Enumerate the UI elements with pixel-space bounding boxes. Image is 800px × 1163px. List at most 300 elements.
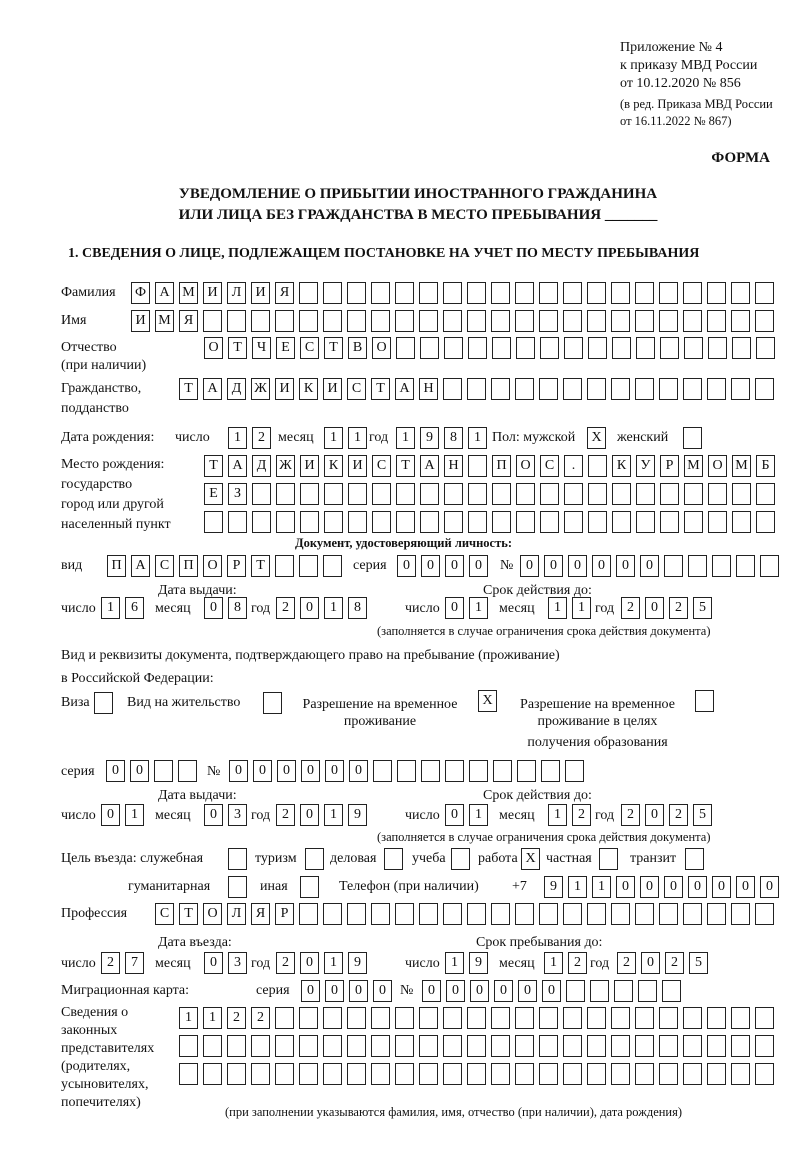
char-cell[interactable] bbox=[443, 1035, 462, 1057]
char-cell[interactable] bbox=[251, 1063, 270, 1085]
char-cell[interactable]: А bbox=[420, 455, 439, 477]
char-cell[interactable] bbox=[491, 1063, 510, 1085]
char-cell[interactable] bbox=[659, 310, 678, 332]
char-cell[interactable]: 3 bbox=[228, 952, 247, 974]
id-series-field[interactable] bbox=[397, 555, 488, 577]
char-cell[interactable] bbox=[708, 511, 727, 533]
char-cell[interactable] bbox=[492, 511, 511, 533]
char-cell[interactable]: 2 bbox=[252, 427, 271, 449]
char-cell[interactable] bbox=[587, 282, 606, 304]
char-cell[interactable]: 1 bbox=[469, 804, 488, 826]
char-cell[interactable] bbox=[178, 760, 197, 782]
char-cell[interactable] bbox=[468, 337, 487, 359]
char-cell[interactable] bbox=[395, 282, 414, 304]
char-cell[interactable]: 2 bbox=[617, 952, 636, 974]
char-cell[interactable]: Ж bbox=[251, 378, 270, 400]
char-cell[interactable] bbox=[590, 980, 609, 1002]
char-cell[interactable] bbox=[420, 337, 439, 359]
pob-field-row-2[interactable] bbox=[204, 483, 775, 505]
char-cell[interactable]: 1 bbox=[548, 804, 567, 826]
stay-number-field[interactable] bbox=[229, 760, 584, 782]
char-cell[interactable]: 1 bbox=[125, 804, 144, 826]
char-cell[interactable]: 0 bbox=[616, 555, 635, 577]
stay-issue-month-field[interactable] bbox=[204, 804, 247, 826]
char-cell[interactable] bbox=[348, 483, 367, 505]
char-cell[interactable] bbox=[564, 337, 583, 359]
char-cell[interactable]: 1 bbox=[324, 804, 343, 826]
char-cell[interactable] bbox=[736, 555, 755, 577]
char-cell[interactable] bbox=[540, 337, 559, 359]
char-cell[interactable]: 0 bbox=[300, 597, 319, 619]
char-cell[interactable] bbox=[707, 378, 726, 400]
char-cell[interactable] bbox=[263, 692, 282, 714]
char-cell[interactable]: 0 bbox=[204, 804, 223, 826]
migration-number-field[interactable] bbox=[422, 980, 681, 1002]
char-cell[interactable] bbox=[396, 511, 415, 533]
char-cell[interactable] bbox=[755, 310, 774, 332]
char-cell[interactable] bbox=[731, 903, 750, 925]
char-cell[interactable]: И bbox=[251, 282, 270, 304]
char-cell[interactable] bbox=[300, 483, 319, 505]
char-cell[interactable] bbox=[420, 483, 439, 505]
char-cell[interactable]: 2 bbox=[276, 804, 295, 826]
purpose-other-checkbox[interactable] bbox=[300, 876, 319, 898]
char-cell[interactable] bbox=[659, 1063, 678, 1085]
char-cell[interactable] bbox=[662, 980, 681, 1002]
name-field[interactable] bbox=[131, 310, 774, 332]
char-cell[interactable] bbox=[614, 980, 633, 1002]
char-cell[interactable]: 0 bbox=[106, 760, 125, 782]
dob-year-field[interactable] bbox=[396, 427, 487, 449]
char-cell[interactable]: И bbox=[131, 310, 150, 332]
stay-series-field[interactable] bbox=[106, 760, 197, 782]
char-cell[interactable]: 0 bbox=[446, 980, 465, 1002]
char-cell[interactable]: 1 bbox=[228, 427, 247, 449]
char-cell[interactable] bbox=[707, 1035, 726, 1057]
char-cell[interactable] bbox=[299, 1063, 318, 1085]
char-cell[interactable]: 0 bbox=[469, 555, 488, 577]
char-cell[interactable] bbox=[635, 1035, 654, 1057]
char-cell[interactable] bbox=[300, 511, 319, 533]
char-cell[interactable] bbox=[491, 903, 510, 925]
char-cell[interactable] bbox=[565, 760, 584, 782]
char-cell[interactable]: Я bbox=[179, 310, 198, 332]
char-cell[interactable]: О bbox=[203, 555, 222, 577]
char-cell[interactable] bbox=[371, 282, 390, 304]
char-cell[interactable] bbox=[492, 483, 511, 505]
char-cell[interactable]: О bbox=[516, 455, 535, 477]
char-cell[interactable] bbox=[371, 310, 390, 332]
char-cell[interactable] bbox=[611, 310, 630, 332]
char-cell[interactable]: 0 bbox=[568, 555, 587, 577]
char-cell[interactable]: К bbox=[612, 455, 631, 477]
char-cell[interactable] bbox=[731, 310, 750, 332]
char-cell[interactable] bbox=[635, 378, 654, 400]
char-cell[interactable] bbox=[228, 848, 247, 870]
char-cell[interactable]: 1 bbox=[592, 876, 611, 898]
char-cell[interactable] bbox=[515, 310, 534, 332]
char-cell[interactable] bbox=[683, 1035, 702, 1057]
char-cell[interactable] bbox=[276, 511, 295, 533]
char-cell[interactable]: 9 bbox=[348, 804, 367, 826]
char-cell[interactable] bbox=[275, 1035, 294, 1057]
purpose-work-checkbox[interactable] bbox=[521, 848, 540, 870]
char-cell[interactable] bbox=[445, 760, 464, 782]
char-cell[interactable] bbox=[347, 282, 366, 304]
char-cell[interactable]: И bbox=[275, 378, 294, 400]
char-cell[interactable] bbox=[588, 483, 607, 505]
char-cell[interactable] bbox=[443, 1063, 462, 1085]
char-cell[interactable] bbox=[611, 378, 630, 400]
char-cell[interactable] bbox=[419, 1063, 438, 1085]
char-cell[interactable] bbox=[707, 282, 726, 304]
char-cell[interactable] bbox=[94, 692, 113, 714]
char-cell[interactable] bbox=[179, 1063, 198, 1085]
char-cell[interactable] bbox=[515, 1063, 534, 1085]
char-cell[interactable] bbox=[612, 337, 631, 359]
char-cell[interactable] bbox=[419, 1035, 438, 1057]
temp-residence-checkbox[interactable] bbox=[478, 690, 497, 712]
char-cell[interactable] bbox=[252, 483, 271, 505]
char-cell[interactable] bbox=[612, 483, 631, 505]
char-cell[interactable]: 0 bbox=[736, 876, 755, 898]
char-cell[interactable] bbox=[276, 483, 295, 505]
char-cell[interactable]: М bbox=[179, 282, 198, 304]
char-cell[interactable] bbox=[539, 1063, 558, 1085]
char-cell[interactable]: 0 bbox=[325, 980, 344, 1002]
char-cell[interactable] bbox=[467, 1063, 486, 1085]
representatives-row-1[interactable] bbox=[179, 1007, 774, 1029]
char-cell[interactable]: 2 bbox=[276, 952, 295, 974]
char-cell[interactable]: Ф bbox=[131, 282, 150, 304]
char-cell[interactable]: 1 bbox=[324, 952, 343, 974]
profession-field[interactable] bbox=[155, 903, 774, 925]
char-cell[interactable] bbox=[564, 511, 583, 533]
char-cell[interactable] bbox=[384, 848, 403, 870]
char-cell[interactable] bbox=[228, 511, 247, 533]
char-cell[interactable] bbox=[228, 876, 247, 898]
char-cell[interactable]: 1 bbox=[203, 1007, 222, 1029]
char-cell[interactable] bbox=[612, 511, 631, 533]
char-cell[interactable] bbox=[659, 282, 678, 304]
purpose-business-checkbox[interactable] bbox=[384, 848, 403, 870]
char-cell[interactable] bbox=[683, 1007, 702, 1029]
char-cell[interactable] bbox=[588, 511, 607, 533]
char-cell[interactable] bbox=[587, 378, 606, 400]
char-cell[interactable] bbox=[373, 760, 392, 782]
char-cell[interactable]: 0 bbox=[373, 980, 392, 1002]
char-cell[interactable] bbox=[731, 282, 750, 304]
purpose-transit-checkbox[interactable] bbox=[685, 848, 704, 870]
stay-issue-year-field[interactable] bbox=[276, 804, 367, 826]
char-cell[interactable] bbox=[299, 310, 318, 332]
char-cell[interactable]: 0 bbox=[445, 597, 464, 619]
char-cell[interactable] bbox=[515, 282, 534, 304]
char-cell[interactable] bbox=[539, 378, 558, 400]
pob-field-row-3[interactable] bbox=[204, 511, 775, 533]
char-cell[interactable]: М bbox=[732, 455, 751, 477]
char-cell[interactable]: С bbox=[347, 378, 366, 400]
char-cell[interactable]: Т bbox=[228, 337, 247, 359]
char-cell[interactable] bbox=[299, 1007, 318, 1029]
entry-month-field[interactable] bbox=[204, 952, 247, 974]
char-cell[interactable] bbox=[395, 1063, 414, 1085]
char-cell[interactable] bbox=[516, 511, 535, 533]
char-cell[interactable] bbox=[587, 310, 606, 332]
char-cell[interactable] bbox=[695, 690, 714, 712]
char-cell[interactable] bbox=[756, 337, 775, 359]
char-cell[interactable] bbox=[731, 1007, 750, 1029]
char-cell[interactable]: Т bbox=[251, 555, 270, 577]
char-cell[interactable]: 0 bbox=[640, 876, 659, 898]
char-cell[interactable] bbox=[755, 378, 774, 400]
char-cell[interactable]: Ч bbox=[252, 337, 271, 359]
char-cell[interactable]: Т bbox=[396, 455, 415, 477]
char-cell[interactable] bbox=[660, 511, 679, 533]
char-cell[interactable] bbox=[515, 1035, 534, 1057]
char-cell[interactable]: X bbox=[478, 690, 497, 712]
char-cell[interactable]: 1 bbox=[445, 952, 464, 974]
char-cell[interactable] bbox=[708, 483, 727, 505]
char-cell[interactable] bbox=[707, 310, 726, 332]
char-cell[interactable] bbox=[539, 1007, 558, 1029]
char-cell[interactable]: Д bbox=[227, 378, 246, 400]
char-cell[interactable] bbox=[348, 511, 367, 533]
char-cell[interactable] bbox=[755, 1063, 774, 1085]
char-cell[interactable] bbox=[638, 980, 657, 1002]
char-cell[interactable] bbox=[611, 903, 630, 925]
char-cell[interactable] bbox=[683, 310, 702, 332]
visa-checkbox[interactable] bbox=[94, 692, 113, 714]
char-cell[interactable] bbox=[347, 903, 366, 925]
char-cell[interactable] bbox=[539, 903, 558, 925]
char-cell[interactable] bbox=[756, 483, 775, 505]
char-cell[interactable]: С bbox=[155, 903, 174, 925]
char-cell[interactable]: 1 bbox=[568, 876, 587, 898]
char-cell[interactable] bbox=[467, 1007, 486, 1029]
char-cell[interactable] bbox=[419, 903, 438, 925]
char-cell[interactable] bbox=[683, 903, 702, 925]
char-cell[interactable] bbox=[760, 555, 779, 577]
sex-female-checkbox[interactable] bbox=[683, 427, 702, 449]
char-cell[interactable] bbox=[421, 760, 440, 782]
char-cell[interactable]: 0 bbox=[518, 980, 537, 1002]
phone-field[interactable] bbox=[544, 876, 779, 898]
char-cell[interactable] bbox=[395, 903, 414, 925]
char-cell[interactable]: 0 bbox=[300, 804, 319, 826]
representatives-row-2[interactable] bbox=[179, 1035, 774, 1057]
char-cell[interactable]: 0 bbox=[544, 555, 563, 577]
char-cell[interactable] bbox=[323, 1063, 342, 1085]
char-cell[interactable] bbox=[372, 483, 391, 505]
citizenship-field[interactable] bbox=[179, 378, 774, 400]
char-cell[interactable]: Д bbox=[252, 455, 271, 477]
char-cell[interactable]: Е bbox=[204, 483, 223, 505]
char-cell[interactable] bbox=[660, 483, 679, 505]
char-cell[interactable]: 0 bbox=[421, 555, 440, 577]
char-cell[interactable] bbox=[467, 903, 486, 925]
char-cell[interactable]: 0 bbox=[760, 876, 779, 898]
char-cell[interactable]: 5 bbox=[693, 804, 712, 826]
char-cell[interactable]: 0 bbox=[277, 760, 296, 782]
id-number-field[interactable] bbox=[520, 555, 779, 577]
char-cell[interactable] bbox=[305, 848, 324, 870]
stay-year-field[interactable] bbox=[617, 952, 708, 974]
char-cell[interactable] bbox=[732, 337, 751, 359]
char-cell[interactable]: Н bbox=[444, 455, 463, 477]
char-cell[interactable]: 0 bbox=[204, 952, 223, 974]
char-cell[interactable] bbox=[324, 511, 343, 533]
char-cell[interactable] bbox=[396, 337, 415, 359]
char-cell[interactable] bbox=[563, 1035, 582, 1057]
char-cell[interactable] bbox=[468, 511, 487, 533]
char-cell[interactable] bbox=[491, 310, 510, 332]
char-cell[interactable] bbox=[299, 903, 318, 925]
char-cell[interactable] bbox=[275, 555, 294, 577]
edu-residence-checkbox[interactable] bbox=[695, 690, 714, 712]
char-cell[interactable] bbox=[323, 1007, 342, 1029]
char-cell[interactable]: П bbox=[492, 455, 511, 477]
char-cell[interactable]: 9 bbox=[348, 952, 367, 974]
char-cell[interactable] bbox=[395, 310, 414, 332]
char-cell[interactable]: 1 bbox=[396, 427, 415, 449]
char-cell[interactable] bbox=[707, 1007, 726, 1029]
char-cell[interactable] bbox=[323, 555, 342, 577]
char-cell[interactable]: А bbox=[203, 378, 222, 400]
char-cell[interactable] bbox=[275, 310, 294, 332]
char-cell[interactable]: М bbox=[155, 310, 174, 332]
stay-issue-day-field[interactable] bbox=[101, 804, 144, 826]
char-cell[interactable]: С bbox=[300, 337, 319, 359]
char-cell[interactable] bbox=[251, 1035, 270, 1057]
char-cell[interactable] bbox=[467, 282, 486, 304]
char-cell[interactable] bbox=[611, 1035, 630, 1057]
id-valid-year-field[interactable] bbox=[621, 597, 712, 619]
char-cell[interactable]: 1 bbox=[469, 597, 488, 619]
char-cell[interactable] bbox=[587, 1007, 606, 1029]
char-cell[interactable] bbox=[493, 760, 512, 782]
char-cell[interactable]: П bbox=[107, 555, 126, 577]
stay-month-field[interactable] bbox=[544, 952, 587, 974]
char-cell[interactable]: Б bbox=[756, 455, 775, 477]
char-cell[interactable]: И bbox=[323, 378, 342, 400]
char-cell[interactable] bbox=[419, 310, 438, 332]
char-cell[interactable]: 1 bbox=[324, 427, 343, 449]
char-cell[interactable]: 0 bbox=[445, 804, 464, 826]
purpose-humanitarian-checkbox[interactable] bbox=[228, 876, 247, 898]
char-cell[interactable]: 9 bbox=[469, 952, 488, 974]
char-cell[interactable]: Т bbox=[324, 337, 343, 359]
sex-male-checkbox[interactable] bbox=[587, 427, 606, 449]
pob-field-row-1[interactable] bbox=[204, 455, 775, 477]
char-cell[interactable] bbox=[540, 511, 559, 533]
char-cell[interactable] bbox=[443, 310, 462, 332]
char-cell[interactable] bbox=[492, 337, 511, 359]
char-cell[interactable] bbox=[451, 848, 470, 870]
char-cell[interactable]: 7 bbox=[125, 952, 144, 974]
char-cell[interactable]: Л bbox=[227, 282, 246, 304]
char-cell[interactable] bbox=[516, 483, 535, 505]
char-cell[interactable]: 0 bbox=[470, 980, 489, 1002]
char-cell[interactable]: Т bbox=[179, 378, 198, 400]
char-cell[interactable] bbox=[491, 282, 510, 304]
char-cell[interactable] bbox=[323, 310, 342, 332]
char-cell[interactable] bbox=[371, 1063, 390, 1085]
char-cell[interactable]: Р bbox=[660, 455, 679, 477]
char-cell[interactable] bbox=[468, 455, 487, 477]
char-cell[interactable] bbox=[541, 760, 560, 782]
char-cell[interactable] bbox=[635, 903, 654, 925]
char-cell[interactable] bbox=[732, 483, 751, 505]
char-cell[interactable]: О bbox=[708, 455, 727, 477]
char-cell[interactable]: И bbox=[300, 455, 319, 477]
char-cell[interactable]: 0 bbox=[300, 952, 319, 974]
char-cell[interactable] bbox=[755, 903, 774, 925]
char-cell[interactable] bbox=[252, 511, 271, 533]
char-cell[interactable] bbox=[755, 1007, 774, 1029]
char-cell[interactable]: X bbox=[587, 427, 606, 449]
char-cell[interactable] bbox=[372, 511, 391, 533]
char-cell[interactable]: 0 bbox=[645, 804, 664, 826]
char-cell[interactable] bbox=[467, 310, 486, 332]
char-cell[interactable]: Е bbox=[276, 337, 295, 359]
char-cell[interactable] bbox=[635, 310, 654, 332]
char-cell[interactable]: 0 bbox=[130, 760, 149, 782]
char-cell[interactable]: 0 bbox=[204, 597, 223, 619]
char-cell[interactable] bbox=[227, 1035, 246, 1057]
char-cell[interactable]: И bbox=[348, 455, 367, 477]
char-cell[interactable]: 0 bbox=[688, 876, 707, 898]
id-issue-year-field[interactable] bbox=[276, 597, 367, 619]
char-cell[interactable] bbox=[444, 483, 463, 505]
char-cell[interactable] bbox=[707, 903, 726, 925]
char-cell[interactable]: 1 bbox=[544, 952, 563, 974]
char-cell[interactable]: 2 bbox=[101, 952, 120, 974]
char-cell[interactable]: 9 bbox=[420, 427, 439, 449]
id-issue-day-field[interactable] bbox=[101, 597, 144, 619]
id-type-field[interactable] bbox=[107, 555, 342, 577]
char-cell[interactable] bbox=[419, 282, 438, 304]
char-cell[interactable]: А bbox=[228, 455, 247, 477]
char-cell[interactable] bbox=[599, 848, 618, 870]
char-cell[interactable]: 1 bbox=[324, 597, 343, 619]
char-cell[interactable]: 0 bbox=[349, 980, 368, 1002]
char-cell[interactable] bbox=[563, 1007, 582, 1029]
char-cell[interactable] bbox=[683, 378, 702, 400]
char-cell[interactable]: 0 bbox=[712, 876, 731, 898]
char-cell[interactable]: 0 bbox=[325, 760, 344, 782]
char-cell[interactable]: Т bbox=[179, 903, 198, 925]
char-cell[interactable] bbox=[563, 310, 582, 332]
char-cell[interactable]: С bbox=[372, 455, 391, 477]
char-cell[interactable] bbox=[419, 1007, 438, 1029]
char-cell[interactable]: 1 bbox=[179, 1007, 198, 1029]
char-cell[interactable] bbox=[371, 1007, 390, 1029]
char-cell[interactable] bbox=[491, 1035, 510, 1057]
char-cell[interactable]: 2 bbox=[621, 804, 640, 826]
char-cell[interactable] bbox=[371, 903, 390, 925]
char-cell[interactable] bbox=[299, 1035, 318, 1057]
char-cell[interactable]: Р bbox=[227, 555, 246, 577]
char-cell[interactable] bbox=[683, 427, 702, 449]
char-cell[interactable] bbox=[324, 483, 343, 505]
stay-valid-month-field[interactable] bbox=[548, 804, 591, 826]
char-cell[interactable]: 2 bbox=[669, 597, 688, 619]
char-cell[interactable] bbox=[444, 337, 463, 359]
char-cell[interactable] bbox=[563, 282, 582, 304]
char-cell[interactable] bbox=[396, 483, 415, 505]
char-cell[interactable] bbox=[731, 1063, 750, 1085]
